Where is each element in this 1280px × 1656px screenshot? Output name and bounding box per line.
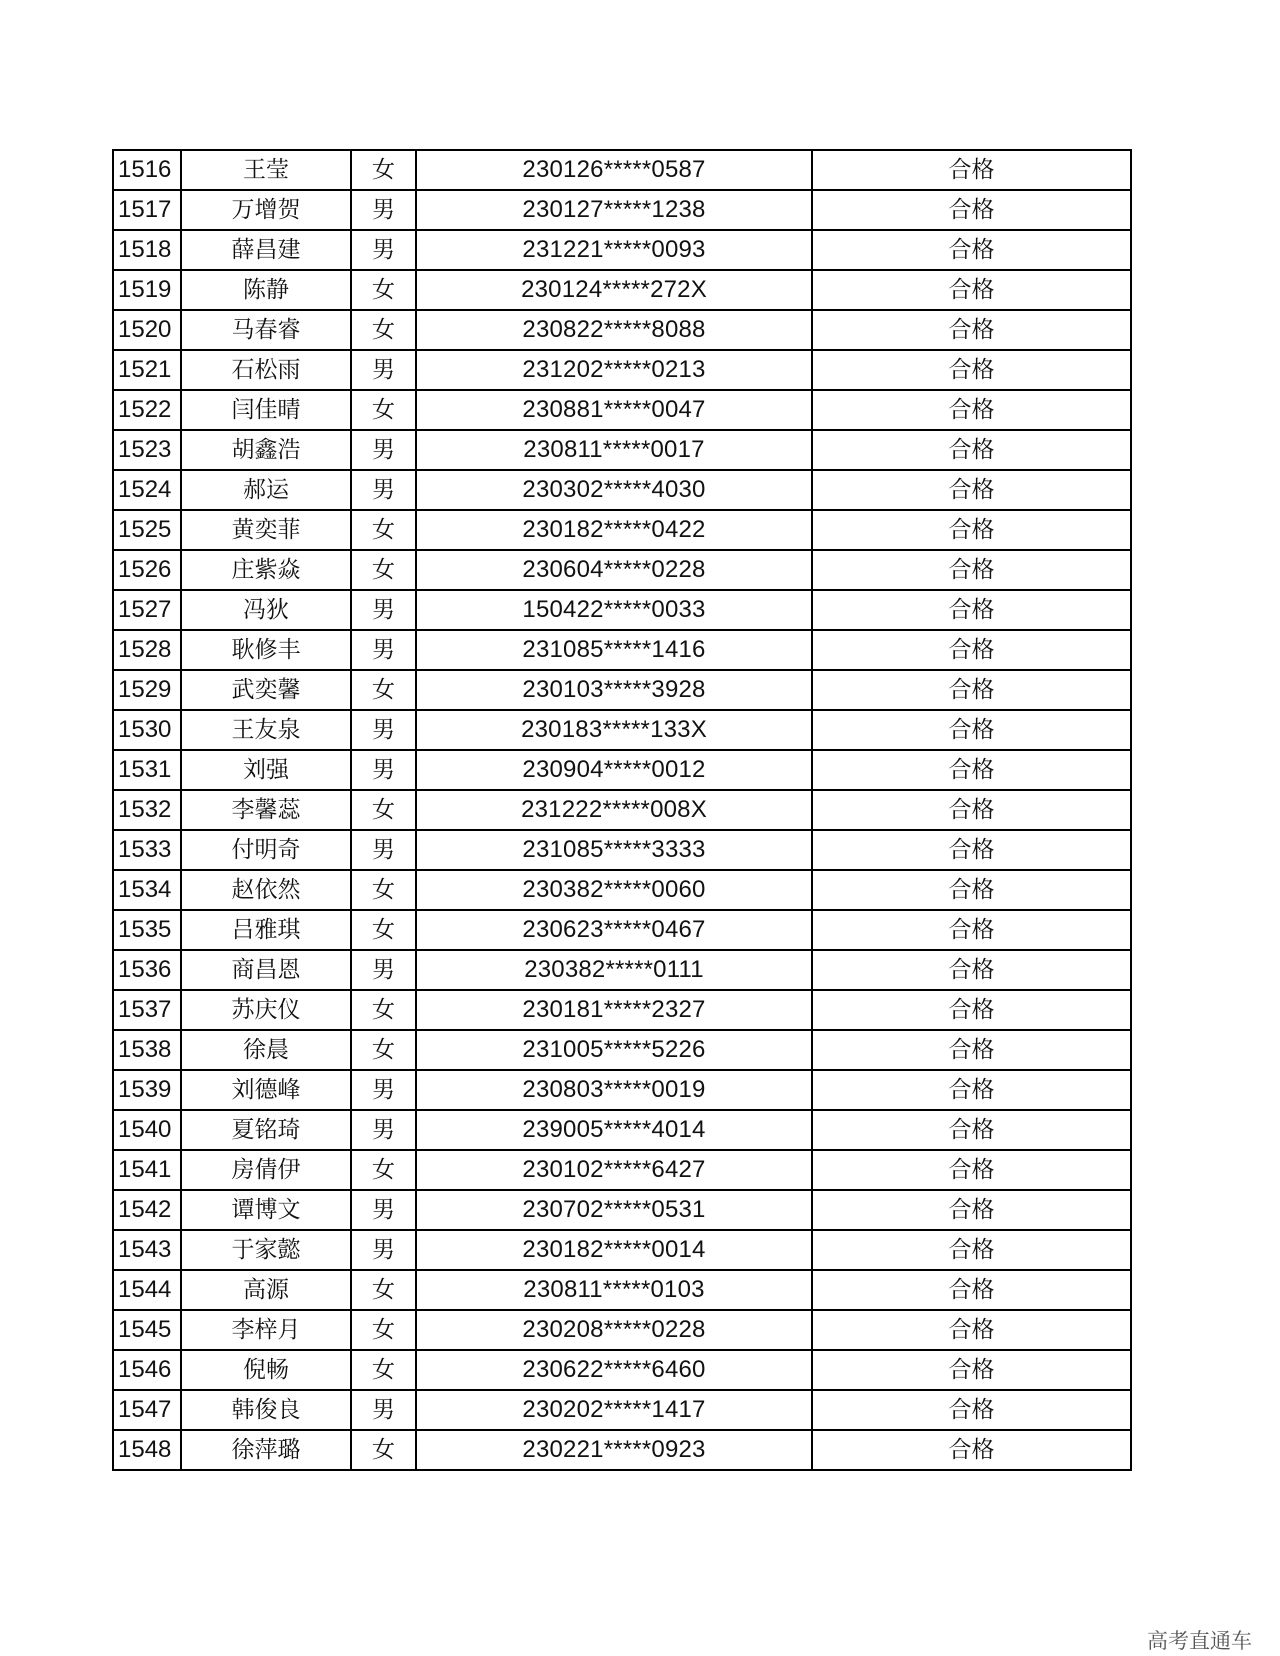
cell-gender: 女 xyxy=(351,870,416,910)
cell-name: 高源 xyxy=(181,1270,351,1310)
cell-id-number: 230382*****0111 xyxy=(416,950,812,990)
table-row xyxy=(113,1150,1131,1190)
cell-result: 合格 xyxy=(812,1390,1131,1430)
table-row xyxy=(113,910,1131,950)
cell-gender: 女 xyxy=(351,990,416,1030)
cell-name: 闫佳晴 xyxy=(181,390,351,430)
cell-result: 合格 xyxy=(812,1070,1131,1110)
cell-serial-number: 1548 xyxy=(113,1430,181,1470)
table-row xyxy=(113,790,1131,830)
table-row xyxy=(113,630,1131,670)
cell-result: 合格 xyxy=(812,630,1131,670)
cell-id-number: 230183*****133X xyxy=(416,710,812,750)
cell-name: 房倩伊 xyxy=(181,1150,351,1190)
cell-result: 合格 xyxy=(812,670,1131,710)
cell-gender: 男 xyxy=(351,710,416,750)
table-row xyxy=(113,510,1131,550)
table-row xyxy=(113,1230,1131,1270)
cell-result: 合格 xyxy=(812,870,1131,910)
cell-serial-number: 1527 xyxy=(113,590,181,630)
cell-id-number: 230382*****0060 xyxy=(416,870,812,910)
cell-serial-number: 1526 xyxy=(113,550,181,590)
cell-id-number: 230604*****0228 xyxy=(416,550,812,590)
cell-id-number: 230904*****0012 xyxy=(416,750,812,790)
cell-id-number: 230702*****0531 xyxy=(416,1190,812,1230)
cell-serial-number: 1537 xyxy=(113,990,181,1030)
cell-id-number: 230803*****0019 xyxy=(416,1070,812,1110)
cell-id-number: 230202*****1417 xyxy=(416,1390,812,1430)
cell-name: 石松雨 xyxy=(181,350,351,390)
cell-serial-number: 1539 xyxy=(113,1070,181,1110)
cell-id-number: 230822*****8088 xyxy=(416,310,812,350)
cell-result: 合格 xyxy=(812,510,1131,550)
table-row xyxy=(113,230,1131,270)
cell-name: 吕雅琪 xyxy=(181,910,351,950)
table-row xyxy=(113,1070,1131,1110)
cell-gender: 女 xyxy=(351,390,416,430)
cell-id-number: 231085*****3333 xyxy=(416,830,812,870)
cell-gender: 男 xyxy=(351,590,416,630)
cell-result: 合格 xyxy=(812,230,1131,270)
cell-name: 武奕馨 xyxy=(181,670,351,710)
cell-result: 合格 xyxy=(812,590,1131,630)
cell-id-number: 230881*****0047 xyxy=(416,390,812,430)
cell-name: 郝运 xyxy=(181,470,351,510)
cell-serial-number: 1523 xyxy=(113,430,181,470)
cell-serial-number: 1518 xyxy=(113,230,181,270)
cell-serial-number: 1516 xyxy=(113,150,181,190)
cell-name: 李梓月 xyxy=(181,1310,351,1350)
cell-name: 赵依然 xyxy=(181,870,351,910)
cell-result: 合格 xyxy=(812,190,1131,230)
cell-serial-number: 1528 xyxy=(113,630,181,670)
table-row xyxy=(113,1350,1131,1390)
cell-result: 合格 xyxy=(812,1270,1131,1310)
table-row xyxy=(113,990,1131,1030)
cell-id-number: 230623*****0467 xyxy=(416,910,812,950)
cell-id-number: 230182*****0014 xyxy=(416,1230,812,1270)
cell-result: 合格 xyxy=(812,1030,1131,1070)
cell-result: 合格 xyxy=(812,1110,1131,1150)
cell-name: 商昌恩 xyxy=(181,950,351,990)
cell-id-number: 230103*****3928 xyxy=(416,670,812,710)
cell-name: 薛昌建 xyxy=(181,230,351,270)
cell-serial-number: 1533 xyxy=(113,830,181,870)
cell-result: 合格 xyxy=(812,990,1131,1030)
cell-name: 黄奕菲 xyxy=(181,510,351,550)
cell-name: 倪畅 xyxy=(181,1350,351,1390)
cell-name: 谭博文 xyxy=(181,1190,351,1230)
cell-id-number: 231221*****0093 xyxy=(416,230,812,270)
table-row xyxy=(113,950,1131,990)
cell-gender: 女 xyxy=(351,1270,416,1310)
cell-id-number: 231222*****008X xyxy=(416,790,812,830)
cell-serial-number: 1524 xyxy=(113,470,181,510)
cell-serial-number: 1534 xyxy=(113,870,181,910)
cell-gender: 女 xyxy=(351,1430,416,1470)
cell-gender: 女 xyxy=(351,910,416,950)
cell-gender: 女 xyxy=(351,310,416,350)
table-row xyxy=(113,150,1131,190)
cell-id-number: 230811*****0103 xyxy=(416,1270,812,1310)
cell-id-number: 230127*****1238 xyxy=(416,190,812,230)
cell-result: 合格 xyxy=(812,950,1131,990)
cell-gender: 女 xyxy=(351,670,416,710)
cell-serial-number: 1541 xyxy=(113,1150,181,1190)
cell-gender: 男 xyxy=(351,230,416,270)
cell-gender: 女 xyxy=(351,150,416,190)
cell-gender: 男 xyxy=(351,830,416,870)
cell-name: 韩俊良 xyxy=(181,1390,351,1430)
cell-gender: 男 xyxy=(351,950,416,990)
cell-name: 庄紫焱 xyxy=(181,550,351,590)
cell-result: 合格 xyxy=(812,1310,1131,1350)
cell-name: 王莹 xyxy=(181,150,351,190)
cell-serial-number: 1525 xyxy=(113,510,181,550)
table-row xyxy=(113,390,1131,430)
cell-result: 合格 xyxy=(812,790,1131,830)
cell-serial-number: 1542 xyxy=(113,1190,181,1230)
table-row xyxy=(113,1190,1131,1230)
table-row xyxy=(113,430,1131,470)
cell-gender: 女 xyxy=(351,510,416,550)
cell-name: 胡鑫浩 xyxy=(181,430,351,470)
table-row xyxy=(113,870,1131,910)
cell-id-number: 239005*****4014 xyxy=(416,1110,812,1150)
cell-result: 合格 xyxy=(812,1190,1131,1230)
table-row xyxy=(113,710,1131,750)
cell-name: 万增贺 xyxy=(181,190,351,230)
cell-result: 合格 xyxy=(812,910,1131,950)
table-row xyxy=(113,590,1131,630)
cell-result: 合格 xyxy=(812,750,1131,790)
cell-result: 合格 xyxy=(812,310,1131,350)
table-row xyxy=(113,670,1131,710)
cell-gender: 女 xyxy=(351,1310,416,1350)
cell-id-number: 230181*****2327 xyxy=(416,990,812,1030)
cell-id-number: 230302*****4030 xyxy=(416,470,812,510)
cell-id-number: 230124*****272X xyxy=(416,270,812,310)
cell-serial-number: 1547 xyxy=(113,1390,181,1430)
table-row xyxy=(113,550,1131,590)
cell-id-number: 230811*****0017 xyxy=(416,430,812,470)
cell-gender: 女 xyxy=(351,1030,416,1070)
cell-gender: 女 xyxy=(351,790,416,830)
cell-gender: 男 xyxy=(351,1230,416,1270)
cell-gender: 男 xyxy=(351,470,416,510)
watermark-text: 高考直通车 xyxy=(1147,1629,1252,1653)
table-row xyxy=(113,1030,1131,1070)
table-row xyxy=(113,350,1131,390)
cell-result: 合格 xyxy=(812,1230,1131,1270)
cell-name: 徐晨 xyxy=(181,1030,351,1070)
results-table xyxy=(112,149,1132,1471)
cell-serial-number: 1529 xyxy=(113,670,181,710)
cell-result: 合格 xyxy=(812,270,1131,310)
cell-serial-number: 1531 xyxy=(113,750,181,790)
cell-gender: 男 xyxy=(351,1390,416,1430)
cell-id-number: 231085*****1416 xyxy=(416,630,812,670)
cell-id-number: 230622*****6460 xyxy=(416,1350,812,1390)
cell-name: 于家懿 xyxy=(181,1230,351,1270)
cell-gender: 男 xyxy=(351,1190,416,1230)
cell-name: 付明奇 xyxy=(181,830,351,870)
cell-result: 合格 xyxy=(812,430,1131,470)
cell-serial-number: 1519 xyxy=(113,270,181,310)
cell-gender: 男 xyxy=(351,1110,416,1150)
cell-gender: 女 xyxy=(351,1350,416,1390)
cell-serial-number: 1520 xyxy=(113,310,181,350)
cell-result: 合格 xyxy=(812,550,1131,590)
cell-serial-number: 1517 xyxy=(113,190,181,230)
cell-id-number: 231202*****0213 xyxy=(416,350,812,390)
cell-id-number: 230102*****6427 xyxy=(416,1150,812,1190)
cell-gender: 男 xyxy=(351,1070,416,1110)
cell-result: 合格 xyxy=(812,150,1131,190)
table-row xyxy=(113,270,1131,310)
table-row xyxy=(113,1430,1131,1470)
cell-result: 合格 xyxy=(812,470,1131,510)
cell-gender: 男 xyxy=(351,430,416,470)
cell-name: 王友泉 xyxy=(181,710,351,750)
cell-serial-number: 1522 xyxy=(113,390,181,430)
cell-name: 李馨蕊 xyxy=(181,790,351,830)
cell-serial-number: 1532 xyxy=(113,790,181,830)
table-row xyxy=(113,1390,1131,1430)
cell-id-number: 150422*****0033 xyxy=(416,590,812,630)
cell-gender: 女 xyxy=(351,550,416,590)
cell-name: 刘强 xyxy=(181,750,351,790)
cell-id-number: 230182*****0422 xyxy=(416,510,812,550)
cell-serial-number: 1544 xyxy=(113,1270,181,1310)
cell-gender: 男 xyxy=(351,630,416,670)
results-table-body xyxy=(113,150,1131,1470)
cell-result: 合格 xyxy=(812,1150,1131,1190)
cell-name: 马春睿 xyxy=(181,310,351,350)
cell-serial-number: 1530 xyxy=(113,710,181,750)
cell-name: 苏庆仪 xyxy=(181,990,351,1030)
cell-name: 刘德峰 xyxy=(181,1070,351,1110)
table-row xyxy=(113,310,1131,350)
cell-id-number: 230126*****0587 xyxy=(416,150,812,190)
cell-gender: 男 xyxy=(351,190,416,230)
table-row xyxy=(113,1270,1131,1310)
cell-name: 冯狄 xyxy=(181,590,351,630)
cell-serial-number: 1535 xyxy=(113,910,181,950)
table-row xyxy=(113,750,1131,790)
cell-id-number: 231005*****5226 xyxy=(416,1030,812,1070)
table-row xyxy=(113,1110,1131,1150)
cell-result: 合格 xyxy=(812,1350,1131,1390)
cell-result: 合格 xyxy=(812,710,1131,750)
cell-serial-number: 1543 xyxy=(113,1230,181,1270)
cell-result: 合格 xyxy=(812,830,1131,870)
cell-gender: 女 xyxy=(351,270,416,310)
cell-serial-number: 1536 xyxy=(113,950,181,990)
table-row xyxy=(113,830,1131,870)
table-row xyxy=(113,190,1131,230)
cell-id-number: 230221*****0923 xyxy=(416,1430,812,1470)
cell-gender: 男 xyxy=(351,750,416,790)
cell-serial-number: 1546 xyxy=(113,1350,181,1390)
cell-name: 耿修丰 xyxy=(181,630,351,670)
cell-serial-number: 1545 xyxy=(113,1310,181,1350)
cell-gender: 男 xyxy=(351,350,416,390)
cell-result: 合格 xyxy=(812,1430,1131,1470)
table-row xyxy=(113,1310,1131,1350)
table-row xyxy=(113,470,1131,510)
cell-serial-number: 1540 xyxy=(113,1110,181,1150)
cell-serial-number: 1538 xyxy=(113,1030,181,1070)
cell-name: 陈静 xyxy=(181,270,351,310)
cell-gender: 女 xyxy=(351,1150,416,1190)
cell-name: 夏铭琦 xyxy=(181,1110,351,1150)
cell-serial-number: 1521 xyxy=(113,350,181,390)
cell-result: 合格 xyxy=(812,350,1131,390)
cell-result: 合格 xyxy=(812,390,1131,430)
cell-name: 徐萍璐 xyxy=(181,1430,351,1470)
cell-id-number: 230208*****0228 xyxy=(416,1310,812,1350)
